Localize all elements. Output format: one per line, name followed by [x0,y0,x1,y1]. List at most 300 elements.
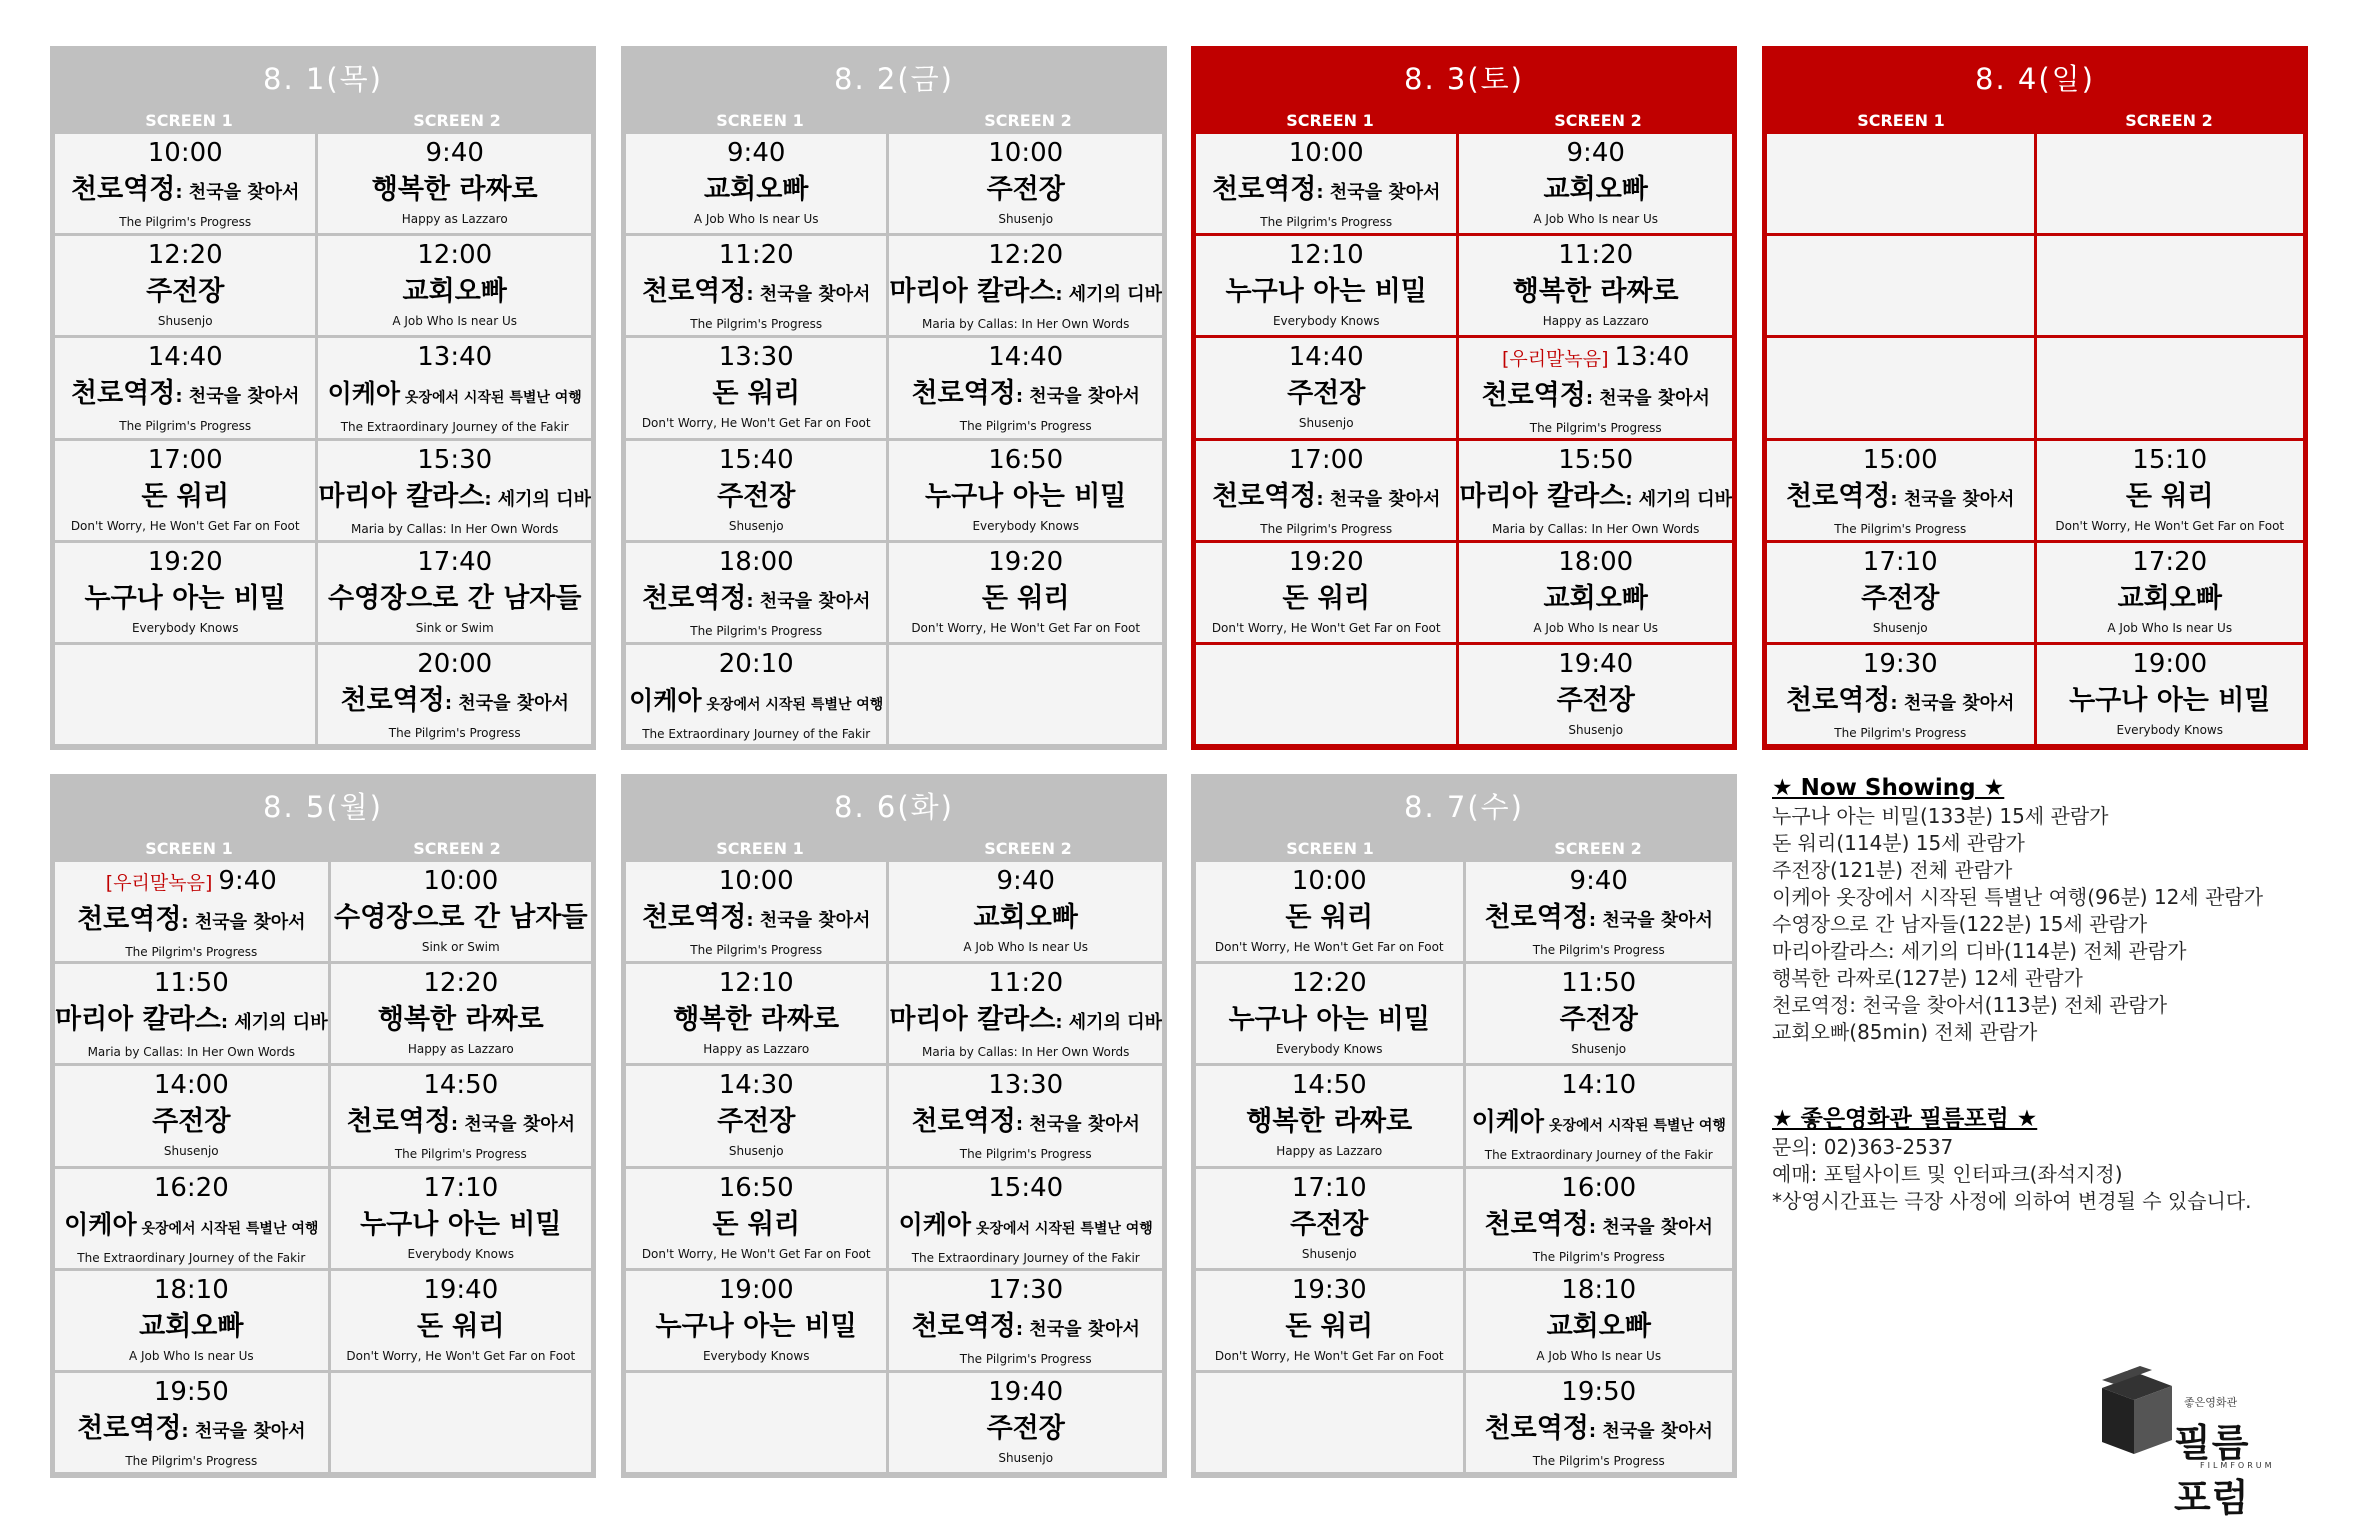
showtime-row [1459,338,1732,373]
movie-title [889,1309,1162,1348]
showtime-row [331,964,591,997]
movie-english-title: Everybody Knows [2116,722,2223,737]
movie-title-main: 행복한 라짜로 [1246,1106,1413,1138]
empty-slot [331,1373,591,1472]
showtime-slot [1767,543,2034,642]
showtime-row [1459,645,1732,678]
movie-subtitle: : 천국을 찾아서 [181,1420,306,1442]
movie-title [55,1309,328,1345]
showtime-slot [626,441,886,540]
empty-slot [55,645,315,744]
theater-info-item: *상영시간표는 극장 사정에 의하여 변경될 수 있습니다. [1772,1189,2252,1213]
showtime: 19:40 [1558,648,1634,679]
showtime: 16:20 [153,1172,229,1203]
showtime-row [1466,964,1733,997]
movie-title [55,902,328,941]
movie-title [1466,1309,1733,1345]
schedule-grid [55,862,591,1473]
showtime: 13:30 [988,1070,1064,1101]
showtime: 9:40 [996,866,1055,896]
showtime: 19:30 [1291,1274,1367,1305]
showtime-slot [331,1066,591,1165]
movie-english-title: A Job Who Is near Us [1533,620,1659,635]
showtime-slot [2037,543,2304,642]
movie-english-title: Don't Worry, He Won't Get Far on Foot [1214,940,1444,954]
screen-label-1: SCREEN 1 [716,111,804,130]
day-date: 8. 3(토) [1404,62,1524,96]
screen-label-1: SCREEN 1 [1286,839,1374,858]
movie-title-main: 천로역정 [911,1106,1016,1138]
showtime-slot [1767,441,2034,540]
showtime-slot [55,543,315,642]
day-date: 8. 2(금) [834,62,954,96]
movie-title [1196,376,1456,412]
showtime-slot [331,1271,591,1370]
showtime-slot [1459,441,1732,540]
movie-title-main: 돈 워리 [712,1208,801,1240]
showtime: 12:00 [417,240,493,271]
movie-title-main: 천로역정 [642,582,747,614]
showtime-slot [318,441,591,540]
showtime-row [55,1169,328,1202]
schedule-grid [626,134,1162,745]
movie-title-main: 누구나 아는 비밀 [84,582,286,614]
movie-english-title: Everybody Knows [972,518,1079,533]
movie-title [2037,479,2304,515]
showtime: 10:00 [1288,138,1364,168]
now-showing-title: ★ Now Showing ★ [1772,775,2005,801]
info-panel [1772,773,2332,1215]
movie-english-title: The Pilgrim's Progress [125,945,258,959]
showtime: 16:50 [988,444,1064,475]
movie-english-title: Maria by Callas: In Her Own Words [87,1045,295,1060]
showtime: 11:20 [1558,240,1634,271]
screen-column-2 [889,134,1162,745]
showtime: 16:00 [1561,1172,1637,1203]
showtime-row [1466,1271,1733,1304]
now-showing-item: 천로역정: 천국을 찾아서(113분) 전체 관람가 [1772,993,2168,1017]
screen-column-2 [318,134,591,745]
movie-english-title: Shusenjo [998,212,1054,226]
movie-english-title: The Extraordinary Journey of the Fakir [642,726,871,741]
showtime: 9:40 [1569,866,1628,896]
showtime-slot [55,1066,328,1165]
movie-subtitle: : 세기의 디바 [1625,488,1732,510]
showtime: 19:50 [1561,1376,1637,1407]
showtime-slot [1466,964,1733,1063]
screen-label-row [626,836,1162,862]
empty-slot [2037,134,2304,233]
showtime: 9:40 [218,866,277,896]
showtime: 11:20 [988,968,1064,999]
showtime: 12:20 [1291,968,1367,999]
movie-subtitle: : 천국을 찾아서 [1588,1216,1713,1238]
showtime-row [1459,441,1732,474]
showtime-row [626,236,886,269]
movie-title [1196,1002,1463,1038]
movie-title [889,1104,1162,1143]
movie-english-title: A Job Who Is near Us [392,314,518,329]
movie-title [626,1309,886,1345]
showtime-slot [626,134,886,233]
movie-english-title: Happy as Lazzaro [401,212,508,226]
movie-title-main: 누구나 아는 비밀 [360,1208,562,1240]
movie-title-main: 누구나 아는 비밀 [1225,276,1427,308]
showtime: 17:10 [1862,546,1938,577]
showtime: 14:40 [1288,342,1364,373]
movie-english-title: The Pilgrim's Progress [690,623,823,638]
movie-title [55,1002,328,1041]
showtime: 15:40 [988,1172,1064,1203]
movie-english-title: The Pilgrim's Progress [388,725,521,740]
showtime-row [55,1373,328,1406]
empty-slot [1767,134,2034,233]
showtime-row [889,1373,1162,1406]
day-date: 8. 6(화) [834,790,954,824]
showtime-slot [626,1066,886,1165]
movie-title-main: 행복한 라짜로 [371,174,538,205]
movie-english-title: Maria by Callas: In Her Own Words [921,1045,1130,1060]
movie-subtitle: 옷장에서 시작된 특별난 여행 [1544,1118,1726,1135]
movie-subtitle: 옷장에서 시작된 특별난 여행 [136,1220,319,1237]
showtime-slot [626,1169,886,1268]
movie-title-main: 마리아 칼라스 [889,276,1056,308]
showtime-row [889,441,1162,474]
movie-title-main: 천로역정 [71,174,176,205]
movie-title [1196,1104,1463,1140]
showtime: 19:30 [1862,648,1938,679]
showtime: 13:30 [718,342,794,373]
showtime-slot [1466,1066,1733,1165]
day-card-0801 [50,46,596,750]
showtime-slot [1767,645,2034,744]
film-box-icon [2096,1358,2176,1458]
now-showing-item: 수영장으로 간 남자들(122분) 15세 관람가 [1772,912,2148,936]
movie-english-title: Don't Worry, He Won't Get Far on Foot [641,416,871,431]
showtime-slot [318,134,591,233]
movie-title [1196,1207,1463,1243]
movie-title [1459,683,1732,719]
showtime-row [626,441,886,474]
showtime-slot [1196,1066,1463,1165]
screen-label-row [1196,108,1732,134]
movie-title-main: 돈 워리 [712,378,801,410]
showtime-row [889,134,1162,167]
now-showing-list [1772,803,2332,1046]
movie-title-main: 돈 워리 [1285,1310,1374,1342]
schedule-grid [1767,134,2303,745]
movie-english-title: The Pilgrim's Progress [119,215,252,229]
movie-title [55,581,315,617]
showtime: 10:00 [718,866,794,896]
movie-title-main: 돈 워리 [416,1310,505,1342]
day-card-0802 [621,46,1167,750]
movie-title-main: 교회오빠 [1546,1310,1651,1342]
movie-title-main: 주전장 [1861,582,1940,614]
showtime-row [1459,543,1732,576]
showtime-slot [55,1373,328,1472]
movie-title-main: 행복한 라짜로 [1512,276,1679,308]
movie-title-main: 주전장 [146,276,225,308]
movie-english-title: Shusenjo [728,1144,784,1159]
theater-info-item: 문의: 02)363-2537 [1772,1135,1954,1159]
showtime-slot [2037,645,2304,744]
movie-subtitle: : 천국을 찾아서 [1015,1318,1140,1340]
showtime-slot [626,1271,886,1370]
movie-title [55,1207,328,1247]
movie-title [1466,1104,1733,1144]
showtime: 10:00 [423,866,499,896]
movie-english-title: Shusenjo [157,314,213,329]
movie-title-main: 행복한 라짜로 [673,1004,840,1036]
showtime-row [2037,543,2304,576]
movie-subtitle: : 천국을 찾아서 [746,590,871,612]
showtime: 13:40 [1614,342,1690,373]
movie-subtitle: : 천국을 찾아서 [1015,386,1140,408]
empty-slot [2037,236,2304,335]
showtime-row [626,645,886,678]
movie-english-title: Don't Worry, He Won't Get Far on Foot [346,1348,576,1363]
theater-info-item: 예매: 포털사이트 및 인터파크(좌석지정) [1772,1162,2123,1186]
showtime-row [626,862,886,895]
screen-column-1 [1767,134,2034,745]
showtime-row [889,543,1162,576]
movie-title [318,172,591,208]
showtime-row [55,543,315,576]
movie-subtitle: : 세기의 디바 [1055,1012,1162,1034]
movie-title [318,376,591,416]
screen-label-1: SCREEN 1 [145,111,233,130]
movie-title [331,1309,591,1345]
movie-title [889,172,1162,208]
showtime-row [55,862,328,897]
showtime-slot [626,236,886,335]
movie-title [1196,479,1456,518]
showtime: 14:40 [988,342,1064,373]
movie-english-title: The Pilgrim's Progress [1532,1453,1665,1468]
showtime: 9:40 [425,138,484,168]
movie-english-title: Shusenjo [1571,1042,1627,1057]
showtime-slot [1196,1169,1463,1268]
showtime-slot [318,543,591,642]
theater-info-list [1772,1134,2332,1215]
showtime: 19:40 [423,1274,499,1305]
movie-subtitle: 옷장에서 시작된 특별난 여행 [701,696,884,713]
movie-title [331,900,591,936]
movie-title-main: 교회오빠 [2117,582,2222,614]
movie-english-title: The Pilgrim's Progress [1834,725,1967,740]
showtime-slot [626,338,886,437]
showtime: 18:00 [718,546,794,577]
movie-subtitle: : 세기의 디바 [220,1012,328,1034]
movie-english-title: Everybody Knows [131,620,239,635]
movie-english-title: The Pilgrim's Progress [690,317,823,332]
movie-subtitle: : 천국을 찾아서 [1316,182,1441,203]
movie-english-title: Don't Worry, He Won't Get Far on Foot [1211,620,1441,635]
showtime-slot [889,1066,1162,1165]
showtime-row [1196,338,1456,371]
movie-subtitle: : 천국을 찾아서 [746,284,871,306]
movie-title-main: 천로역정 [642,276,747,308]
movie-english-title: Everybody Knows [1276,1042,1383,1057]
movie-subtitle: : 세기의 디바 [484,488,591,510]
movie-title-main: 이케아 [327,379,401,409]
movie-english-title: The Pilgrim's Progress [1260,215,1393,229]
showtime: 17:10 [423,1172,499,1203]
showtime-row [1196,134,1456,167]
movie-title [1459,479,1732,518]
showtime-row [318,236,591,269]
movie-title [318,683,591,722]
movie-english-title: Happy as Lazzaro [407,1042,514,1057]
movie-english-title: Maria by Callas: In Her Own Words [1491,521,1700,536]
screen-label-1: SCREEN 1 [1286,111,1374,130]
showtime-slot [318,338,591,437]
movie-subtitle: : 천국을 찾아서 [1890,692,2015,714]
showtime-slot [626,645,886,744]
showtime: 14:50 [423,1070,499,1101]
movie-english-title: Everybody Knows [407,1246,515,1261]
showtime-slot [55,1271,328,1370]
dubbed-tag: [우리말녹음] [1501,348,1609,371]
now-showing-item: 주전장(121분) 전체 관람가 [1772,858,2013,882]
showtime-row [889,862,1162,895]
showtime-slot [889,1373,1162,1472]
movie-english-title: Don't Worry, He Won't Get Far on Foot [2055,518,2285,533]
schedule-grid [55,134,591,745]
movie-english-title: The Extraordinary Journey of the Fakir [1484,1148,1713,1163]
movie-title-main: 천로역정 [1484,1208,1589,1240]
movie-title-main: 주전장 [717,480,796,512]
movie-english-title: Shusenjo [163,1144,219,1159]
showtime-row [55,964,328,997]
movie-title [1466,1411,1733,1450]
movie-title [1767,581,2034,617]
showtime-row [626,338,886,371]
showtime-row [2037,645,2304,678]
showtime: 15:40 [718,444,794,475]
movie-english-title: Maria by Callas: In Her Own Words [350,521,559,536]
movie-english-title: Happy as Lazzaro [1542,314,1649,329]
screen-label-1: SCREEN 1 [716,839,804,858]
showtime-row [318,338,591,371]
movie-english-title: Sink or Swim [421,940,500,954]
showtime-row [889,338,1162,371]
movie-title [1466,1207,1733,1246]
movie-subtitle: : 세기의 디바 [1055,284,1162,306]
screen-label-2: SCREEN 2 [1554,111,1642,130]
showtime-row [1196,441,1456,474]
movie-title-main: 교회오빠 [139,1310,244,1342]
showtime: 12:20 [988,240,1064,271]
movie-title [626,1002,886,1038]
movie-title-main: 돈 워리 [981,582,1070,614]
movie-title [1767,479,2034,518]
showtime: 11:50 [153,968,229,999]
showtime-slot [889,1271,1162,1370]
showtime-slot [55,236,315,335]
day-card-0806 [621,774,1167,1478]
showtime-row [889,964,1162,997]
showtime-slot [1196,1271,1463,1370]
movie-subtitle: : 천국을 찾아서 [444,692,569,714]
showtime: 10:00 [1291,866,1367,896]
movie-title-main: 마리아 칼라스 [55,1004,221,1036]
showtime: 17:10 [1291,1172,1367,1203]
showtime: 14:00 [153,1070,229,1101]
screen-column-2 [1459,134,1732,745]
movie-title [626,274,886,313]
showtime-slot [626,543,886,642]
movie-title-main: 이케아 [629,685,702,715]
movie-title-main: 천로역정 [1484,902,1589,933]
movie-title-main: 천로역정 [77,1412,182,1444]
movie-title [55,1104,328,1140]
movie-english-title: The Pilgrim's Progress [394,1147,527,1162]
showtime-slot [1196,964,1463,1063]
movie-title-main: 마리아 칼라스 [318,480,485,512]
showtime-slot [331,964,591,1063]
movie-english-title: Happy as Lazzaro [1276,1144,1383,1159]
showtime-row [1196,236,1456,269]
showtime: 15:00 [1862,444,1938,475]
screen-column-2 [2037,134,2304,745]
movie-title-main: 교회오빠 [704,174,809,205]
movie-english-title: Don't Worry, He Won't Get Far on Foot [911,620,1141,635]
movie-english-title: Shusenjo [1298,416,1354,431]
movie-title [55,172,315,211]
movie-english-title: The Extraordinary Journey of the Fakir [77,1250,306,1265]
movie-subtitle: : 천국을 찾아서 [746,910,871,931]
showtime-row [1767,543,2034,576]
empty-slot [1767,236,2034,335]
movie-english-title: A Job Who Is near Us [2107,620,2233,635]
day-card-0805 [50,774,596,1478]
movie-title-main: 천로역정 [1481,380,1586,412]
showtime-row [1196,964,1463,997]
showtime-row [1196,1271,1463,1304]
movie-title-main: 마리아 칼라스 [889,1004,1056,1036]
showtime: 14:30 [718,1070,794,1101]
movie-title-main: 주전장 [1556,684,1635,716]
movie-title [889,1207,1162,1247]
movie-title [2037,581,2304,617]
movie-english-title: Shusenjo [1301,1246,1357,1261]
screen-label-1: SCREEN 1 [145,839,233,858]
showtime-row [318,441,591,474]
now-showing-item: 돈 워리(114분) 15세 관람가 [1772,831,2025,855]
movie-title-main: 행복한 라짜로 [377,1004,544,1036]
movie-title-main: 수영장으로 간 남자들 [327,582,582,614]
schedule-grid [1196,862,1732,1473]
movie-title-main: 천로역정 [1212,480,1317,512]
screen-column-2 [1466,862,1733,1473]
movie-title [1767,683,2034,722]
movie-title-main: 천로역정 [340,684,445,716]
showtime-slot [889,543,1162,642]
showtime-slot [331,862,591,961]
movie-title-main: 교회오빠 [402,276,507,308]
movie-title [889,581,1162,617]
showtime: 17:00 [147,444,223,475]
movie-english-title: Shusenjo [1568,722,1624,737]
day-card-0804 [1762,46,2308,750]
day-date: 8. 5(월) [263,790,383,824]
movie-title [1196,1309,1463,1345]
screen-column-1 [55,862,328,1473]
showtime: 18:10 [1561,1274,1637,1305]
showtime-slot [1196,236,1456,335]
